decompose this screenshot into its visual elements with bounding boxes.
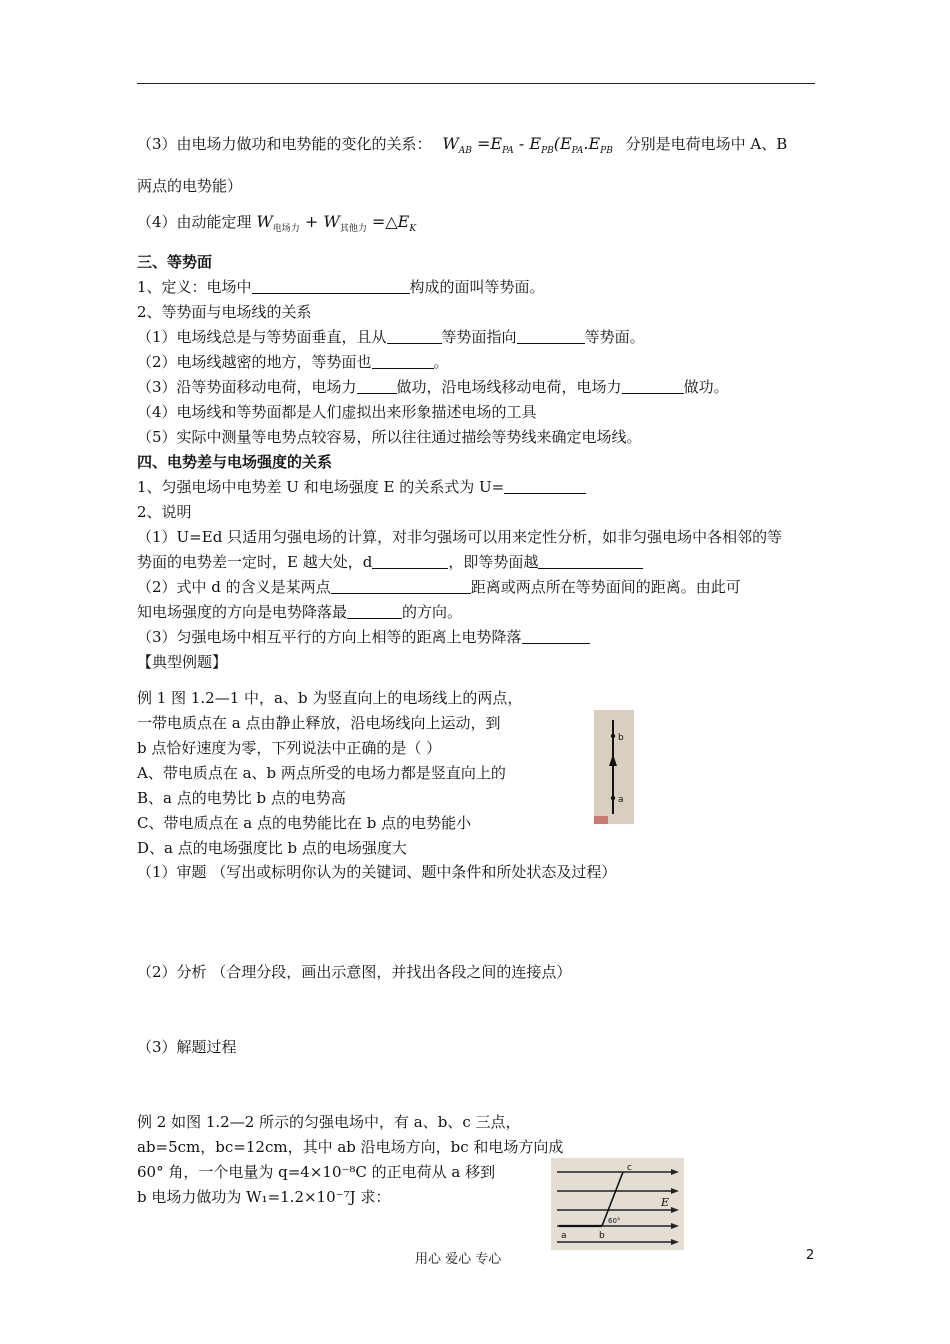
label-c: c [627, 1163, 632, 1173]
answer-blank[interactable] [517, 329, 585, 344]
answer-blank[interactable] [622, 379, 684, 394]
text: 知电场强度的方向是电势降落最 [137, 603, 348, 621]
text: （3）匀强电场中相互平行的方向上相等的距离上电势降落 [137, 628, 522, 646]
label-angle: 60° [608, 1217, 621, 1225]
example1-line1: 例 1 图 1.2—1 中，a、b 为竖直向上的电场线上的两点， [137, 689, 523, 707]
text: 做功，沿电场线移动电荷，电场力 [396, 378, 622, 396]
example2-line4: b 电场力做功为 W₁=1.2×10⁻⁷J 求： [137, 1188, 391, 1206]
line-work [137, 377, 729, 397]
line-d-meaning [137, 577, 741, 597]
step-analysis: （2）分析 （合理分段，画出示意图，并找出各段之间的连接点） [137, 963, 572, 981]
line-parallel [137, 627, 590, 647]
example2-line3: 60° 角，一个电量为 q=4×10⁻⁸C 的正电荷从 a 移到 [137, 1163, 496, 1181]
line-density [137, 352, 449, 372]
figure-field-line-ab [594, 710, 634, 824]
answer-blank[interactable] [252, 279, 410, 294]
example1-option-d: D、a 点的电场强度比 b 点的电场强度大 [137, 839, 407, 857]
line-work-energy [137, 134, 787, 161]
line-note: 2、说明 [137, 503, 192, 521]
point-a [611, 796, 615, 800]
line-definition [137, 277, 545, 297]
header-rule [137, 83, 815, 84]
label-a: a [618, 795, 624, 805]
line-perpendicular [137, 327, 645, 347]
text: 等势面。 [584, 328, 645, 346]
footer-text: 用心 爱心 专心 [415, 1252, 502, 1267]
line-potential-energy: 两点的电势能） [137, 177, 243, 195]
example1-line3: b 点恰好速度为零，下列说法中正确的是（ ） [137, 739, 442, 757]
line-dense [137, 552, 643, 572]
answer-blank[interactable] [372, 554, 448, 569]
line-measure: （5）实际中测量等电势点较容易，所以往往通过描绘等势线来确定电场线。 [137, 428, 642, 446]
text: （3）沿等势面移动电荷，电场力 [137, 378, 357, 396]
point-b [611, 734, 615, 738]
figure-uniform-field-abc [551, 1158, 684, 1250]
line-tools: （4）电场线和等势面都是人们虚拟出来形象描述电场的工具 [137, 403, 537, 421]
text: （2）电场线越密的地方，等势面也 [137, 353, 372, 371]
formula-kinetic-energy: $W_{电场力} + W_{其他力}$ $=\triangle E_K$ [256, 212, 417, 235]
step-review: （1）审题 （写出或标明你认为的关键词、题中条件和所处状态及过程） [137, 863, 617, 881]
example1-line2: 一带电质点在 a 点由静止释放，沿电场线向上运动，到 [137, 714, 501, 732]
line-direction [137, 602, 462, 622]
text: （2）式中 d 的含义是某两点 [137, 578, 331, 596]
section-heading-potential-difference: 四、电势差与电场强度的关系 [137, 453, 333, 471]
answer-blank[interactable] [331, 579, 471, 594]
answer-blank[interactable] [357, 379, 397, 394]
text: （1）电场线总是与等势面垂直，且从 [137, 328, 387, 346]
text: 的方向。 [402, 603, 463, 621]
text: 1、定义：电场中 [137, 278, 252, 296]
line-ued: （1）U=Ed 只适用匀强电场的计算，对非匀强场可以用来定性分析，如非匀强电场中各相邻的等 [137, 528, 783, 546]
label-b: b [618, 733, 624, 743]
text: 分别是电荷电场中 A、B [625, 135, 788, 153]
text: 。 [433, 353, 449, 371]
text: 势面的电势差一定时，E 越大处，d [137, 553, 373, 571]
answer-blank[interactable] [504, 479, 586, 494]
text: （3）由电场力做功和电势能的变化的关系： [137, 135, 432, 153]
line-kinetic-theorem [137, 212, 416, 239]
text: 构成的面叫等势面。 [409, 278, 545, 296]
text: ，即等势面越 [448, 553, 539, 571]
answer-blank[interactable] [347, 604, 402, 619]
line-formula-u [137, 477, 586, 497]
section-heading-equipotential: 三、等势面 [137, 253, 213, 271]
example1-option-a: A、带电质点在 a、b 两点所受的电场力都是竖直向上的 [137, 764, 506, 782]
example2-line2: ab=5cm，bc=12cm，其中 ab 沿电场方向，bc 和电场方向成 [137, 1138, 564, 1156]
label-b: b [599, 1231, 605, 1241]
page-number: 2 [806, 1248, 815, 1263]
text: （4）由动能定理 [137, 213, 252, 231]
formula-work-potential: $W_{AB} =E_{PA} - E_{PB}(E_{PA}.E_{PB}$ [442, 134, 613, 157]
label-a: a [561, 1231, 567, 1241]
example1-option-b: B、a 点的电势比 b 点的电势高 [137, 789, 346, 807]
text: 1、匀强电场中电势差 U 和电场强度 E 的关系式为 U= [137, 478, 505, 496]
text: 距离或两点所在等势面间的距离。由此可 [470, 578, 741, 596]
figure-mark [594, 816, 608, 824]
example1-option-c: C、带电质点在 a 点的电势能比在 b 点的电势能小 [137, 814, 472, 832]
label-e: E [661, 1196, 670, 1209]
section-heading-examples: 【典型例题】 [137, 653, 228, 671]
example2-line1: 例 2 如图 1.2—2 所示的匀强电场中，有 a、b、c 三点， [137, 1113, 521, 1131]
text: 等势面指向 [441, 328, 517, 346]
answer-blank[interactable] [522, 629, 590, 644]
step-solution: （3）解题过程 [137, 1038, 237, 1056]
line-relation: 2、等势面与电场线的关系 [137, 303, 312, 321]
text: 做功。 [683, 378, 729, 396]
answer-blank[interactable] [387, 329, 442, 344]
answer-blank[interactable] [372, 354, 434, 369]
answer-blank[interactable] [538, 554, 643, 569]
